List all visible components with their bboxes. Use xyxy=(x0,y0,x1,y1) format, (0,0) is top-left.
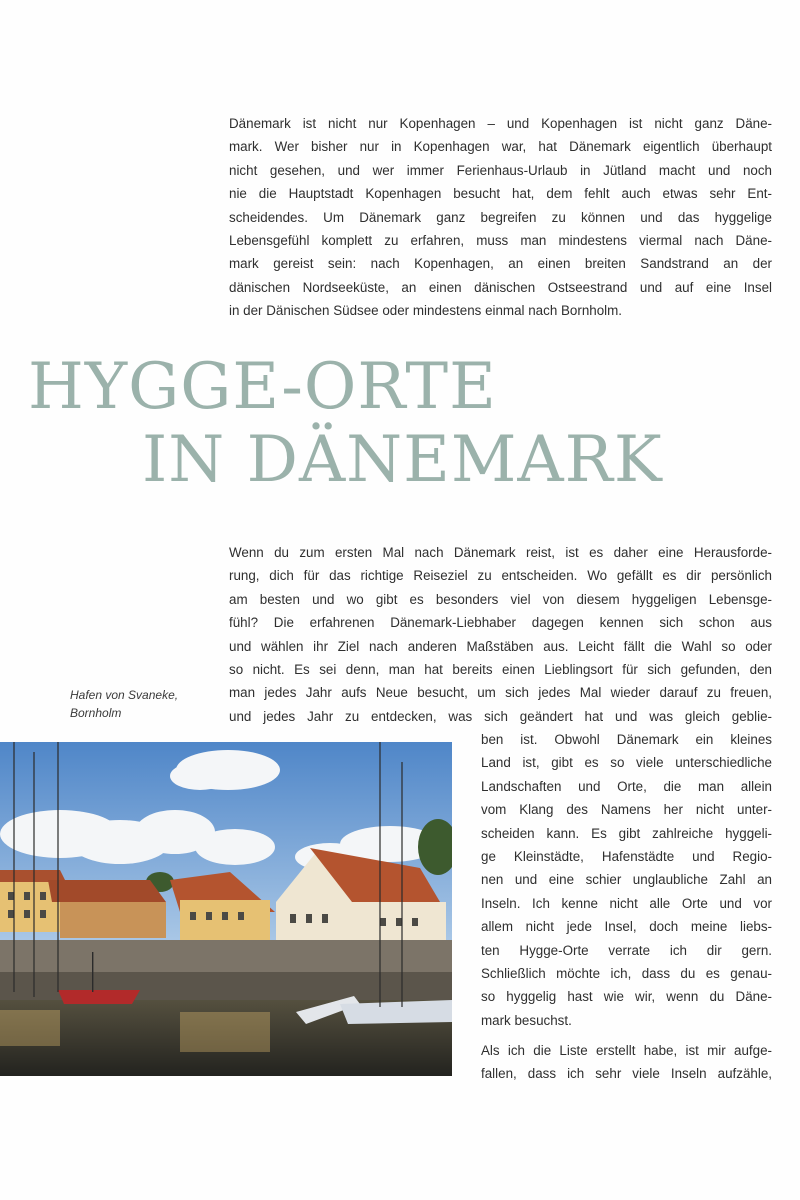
harbour-photo-illustration xyxy=(0,742,452,1076)
text-line: in der Dänischen Südsee oder mindestens einmal nach Bornholm. xyxy=(229,303,623,319)
text-line: nicht gesehen, und wer immer Ferienhaus-Urlaub in Jütland macht und noch xyxy=(229,162,772,178)
text-line: so hyggelig hast wie wir, wenn du Däne- xyxy=(481,989,772,1005)
text-line: Schließlich möchte ich, dass du es genau- xyxy=(481,966,772,982)
text-line: nie die Hauptstadt Kopenhagen besucht hat, dem fehlt auch etwas sehr Ent- xyxy=(229,186,772,202)
text-line: scheidendes. Um Dänemark ganz begreifen zu können und das hyggelige xyxy=(229,209,772,225)
text-line: dänischen Nordseeküste, an einen dänischen Ostseestrand und auf eine Insel xyxy=(229,279,772,295)
chapter-title-line-2: IN DÄNEMARK xyxy=(142,423,663,497)
text-line: Landschaften und Orte, die man allein xyxy=(481,778,772,794)
text-line: Inseln. Ich kenne nicht alle Orte und vor xyxy=(481,895,772,911)
text-line: scheiden kann. Es gibt zahlreiche hyggeli- xyxy=(481,825,772,841)
text-line: man jedes Jahr aufs Neue besucht, um sich jedes Mal wieder darauf zu freuen, xyxy=(229,685,772,701)
text-line: mark. Wer bisher nur in Kopenhagen war, hat Dänemark eigentlich überhaupt xyxy=(229,139,772,155)
text-line: ten Hygge-Orte verrate ich dir gern. xyxy=(481,942,772,958)
chapter-title-line-1: HYGGE-ORTE xyxy=(28,350,497,424)
text-line: Land ist, gibt es so viele unterschiedliche xyxy=(481,755,772,771)
text-line: Wenn du zum ersten Mal nach Dänemark reist, ist es daher eine Herausforde- xyxy=(229,545,772,560)
photo-caption xyxy=(70,686,220,722)
quay xyxy=(0,940,452,974)
text-line: nen und eine schier unglaubliche Zahl an xyxy=(481,872,772,888)
text-line: rung, dich für das richtige Reiseziel zu entscheiden. Wo gefällt es dir persönlich xyxy=(229,568,772,584)
intro-paragraph xyxy=(229,112,772,323)
text-line: vom Klang des Namens her nicht unter- xyxy=(481,802,772,818)
caption-line: Hafen von Svaneke, xyxy=(70,688,179,702)
body-paragraph-1-continued xyxy=(481,728,772,1032)
text-line: ge Kleinstädte, Hafenstädte und Regio- xyxy=(481,849,772,865)
text-line: mark besuchst. xyxy=(481,1012,572,1028)
text-line: fühl? Die erfahrenen Dänemark-Liebhaber dagegen kennen sich schon aus xyxy=(229,615,772,631)
text-line: Als ich die Liste erstellt habe, ist mir aufge- xyxy=(481,1043,772,1058)
body-paragraph-2 xyxy=(481,1039,772,1086)
body-paragraph-1 xyxy=(229,541,772,728)
caption-line: Bornholm xyxy=(70,706,122,720)
text-line: Lebensgefühl komplett zu erfahren, muss man mindestens viermal nach Däne- xyxy=(229,233,772,249)
text-line: mark gereist sein: nach Kopenhagen, an einen breiten Sandstrand an der xyxy=(229,256,772,272)
text-line: fallen, dass ich sehr viele Inseln aufzähle, xyxy=(481,1066,772,1082)
text-line: allem nicht jede Insel, doch meine liebs- xyxy=(481,919,772,935)
text-line: am besten und wo gibt es besonders viel von diesem hyggeligen Lebensge- xyxy=(229,591,772,607)
text-line: Dänemark ist nicht nur Kopenhagen – und Kopenhagen ist nicht ganz Däne- xyxy=(229,116,772,131)
harbour-photo xyxy=(0,742,452,1076)
text-line: ben ist. Obwohl Dänemark ein kleines xyxy=(481,732,772,747)
text-line: so nicht. Es sei denn, man hat bereits einen Lieblingsort für sich gefunden, den xyxy=(229,662,772,678)
text-line: und wählen ihr Ziel nach anderen Maßstäben aus. Leicht fällt die Wahl so oder xyxy=(229,638,772,654)
text-line: und jedes Jahr zu entdecken, was sich geändert hat und was gleich geblie- xyxy=(229,708,772,724)
